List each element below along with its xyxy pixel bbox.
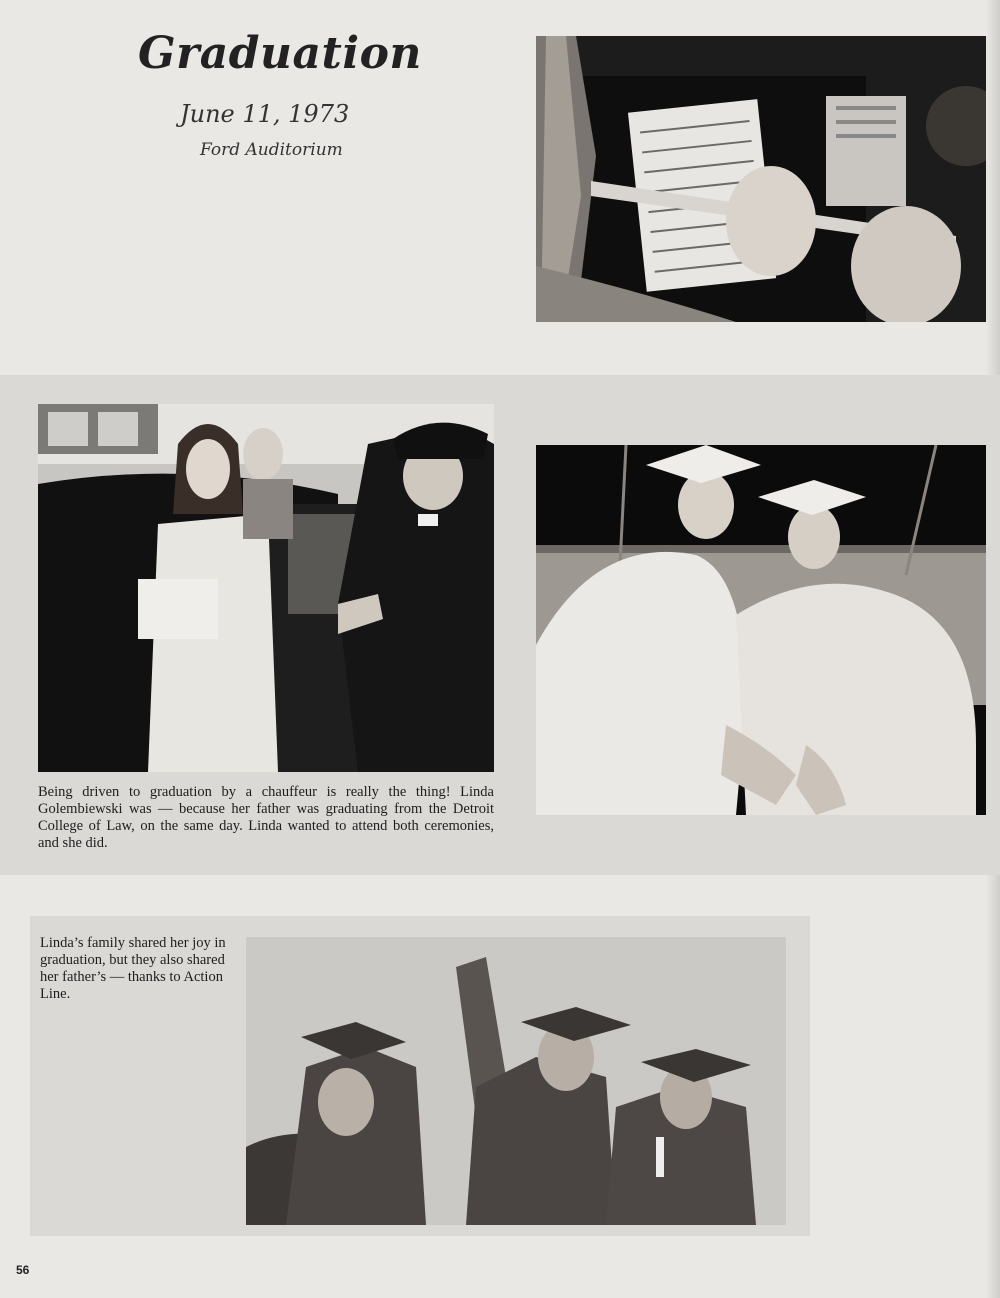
page-title: Graduation — [138, 28, 422, 79]
page-number: 56 — [16, 1263, 30, 1277]
three-graduates-photo — [246, 937, 786, 1225]
graduates-swing-illustration — [536, 445, 986, 815]
event-venue: Ford Auditorium — [200, 140, 343, 160]
flute-player-illustration — [536, 36, 986, 322]
flute-player-photo — [536, 36, 986, 322]
three-graduates-illustration — [246, 937, 786, 1225]
chauffeur-photo — [38, 404, 494, 772]
family-caption: Linda’s family shared her joy in graduation, but they also shared her father’s — thanks to Action Line. — [40, 935, 226, 1002]
graduates-swing-photo — [536, 445, 986, 815]
chauffeur-illustration — [38, 404, 494, 772]
event-date: June 11, 1973 — [180, 100, 350, 128]
chauffeur-caption: Being driven to graduation by a chauffeur is really the thing! Linda Golembiewski was — because her father was graduating from the Detroit College of Law, on the same day. Linda wanted to attend both ceremonies, and she did. — [38, 784, 494, 851]
